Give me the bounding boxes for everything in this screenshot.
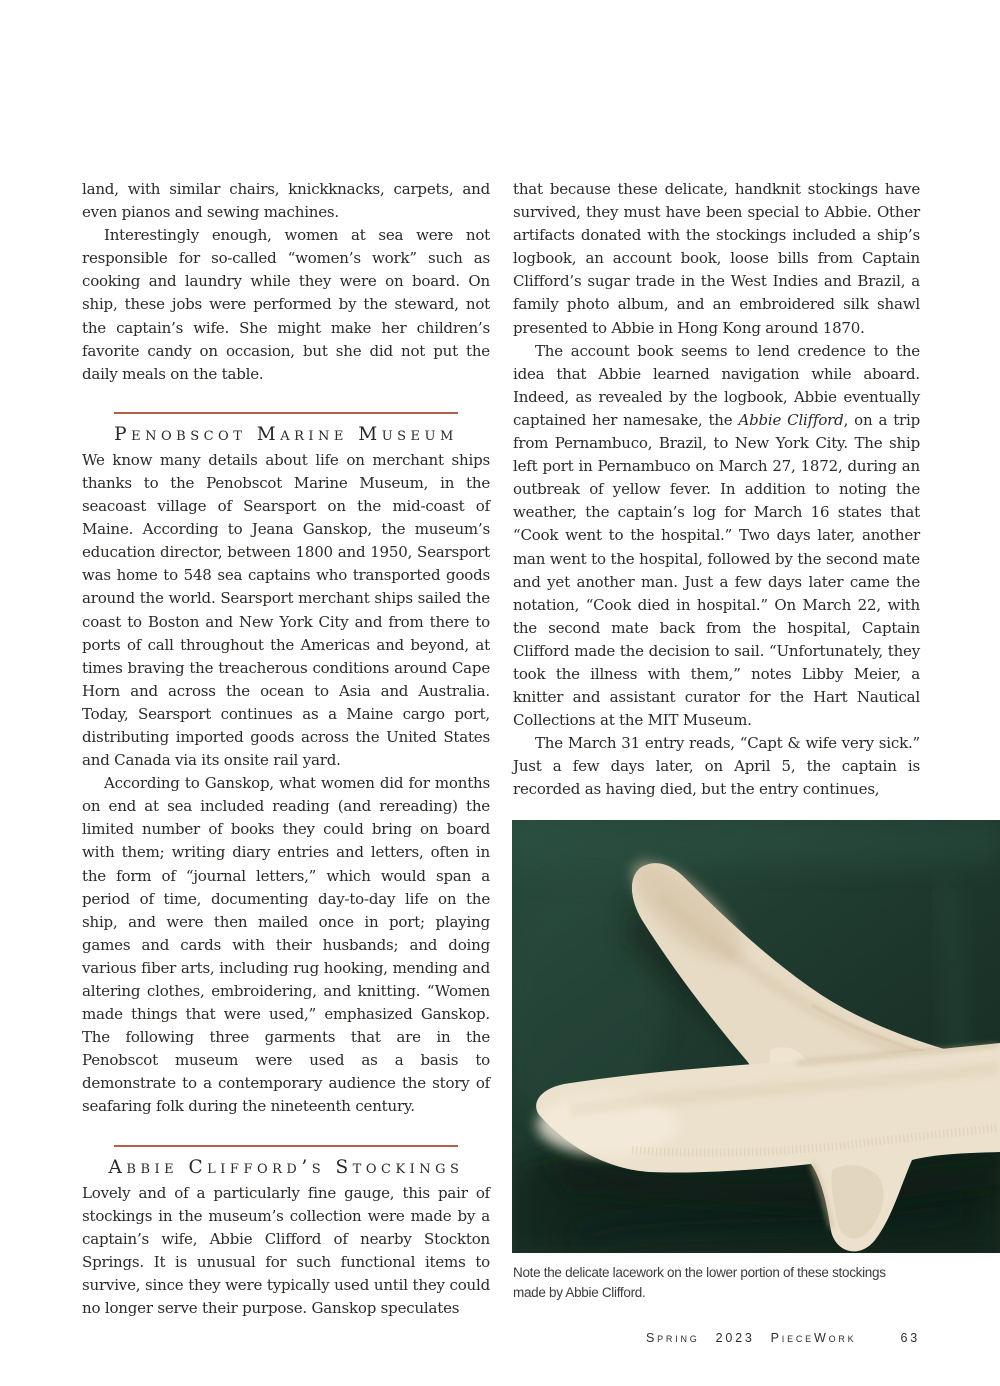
body-paragraph: According to Ganskop, what women did for months on end at sea included reading (and rereading) the limited number of books they could bring on board with them; writing diary entries and letters, often in the form of “journal letters,” which would span a period of time, documenting day-to-day life on the ship, and were then mailed once in port; playing games and cards with their husbands; and doing various fiber arts, including rug hooking, mending and altering clothes, embroidering, and knitting. “Women made things that were used,” emphasized Ganskop. The following three garments that are in the Penobscot museum were used as a basis to demonstrate to a contemporary audience the story of seafaring folk during the nineteenth century. xyxy=(82,774,490,1116)
ship-name-italic: Abbie Clifford xyxy=(738,410,844,429)
left-column xyxy=(82,178,490,1320)
body-paragraph: We know many details about life on merchant ships thanks to the Penobscot Marine Museum, in the seacoast village of Searsport on the mid-coast of Maine. According to Jeana Ganskop, the museum’s education director, between 1800 and 1950, Searsport was home to 548 sea captains who transported goods around the world. Searsport merchant ships sailed the coast to Boston and New York City and from there to ports of call throughout the Americas and beyond, at times braving the treacherous conditions around Cape Horn and across the ocean to Asia and Australia. Today, Searsport continues as a Maine cargo port, distributing imported goods across the United States and Canada via its onsite rail yard. xyxy=(82,450,490,770)
body-paragraph: Lovely and of a particularly fine gauge, this pair of stockings in the museum’s collection were made by a captain’s wife, Abbie Clifford of nearby Stockton Springs. It is unusual for such functional items to survive, since they were typically used until they could no longer serve their purpose. Ganskop speculates xyxy=(82,1183,490,1318)
page-footer xyxy=(513,1331,920,1345)
photo-caption: Note the delicate lacework on the lower portion of these stockings made by Abbie Clifford. xyxy=(513,1265,886,1300)
section-rule xyxy=(114,412,458,414)
section-heading-abbie-stockings: Abbie Clifford’s Stockings xyxy=(108,1156,464,1178)
body-paragraph: that because these delicate, handknit stockings have survived, they must have been special to Abbie. Other artifacts donated with the stockings included a ship’s logbook, an account book, loose bills from Captain Clifford’s sugar trade in the West Indies and Brazil, a family photo album, and an embroidered silk shawl presented to Abbie in Hong Kong around 1870. xyxy=(513,180,920,337)
stockings-photo-image xyxy=(512,820,1000,1253)
footer-season: Spring xyxy=(645,1331,700,1345)
paragraph-text: The account book seems to lend credence to the idea that Abbie learned navigation while aboard. Indeed, as revealed by the logbook, Abbie eventually captained her namesake, the xyxy=(513,341,920,429)
body-paragraph xyxy=(513,340,920,733)
body-paragraph: land, with similar chairs, knickknacks, carpets, and even pianos and sewing machines. xyxy=(82,180,490,222)
paragraph-text: , on a trip from Pernambuco, Brazil, to New York City. The ship left port in Pernambuco on March 27, 1872, during an outbreak of yellow fever. In addition to noting the weather, the captain’s log for March 16 states that “Cook went to the hospital.” Two days later, another man went to the hospital, followed by the second mate and yet another man. Just a few days later came the notation, “Cook died in hospital.” On March 22, with the second mate back from the hospital, Captain Clifford made the decision to sail. “Unfortunately, they took the illness with them,” notes Libby Meier, a knitter and assistant curator for the Hart Nautical Collections at the MIT Museum. xyxy=(513,410,920,730)
page-number: 63 xyxy=(900,1331,920,1345)
section-penobscot-header xyxy=(82,412,490,446)
body-paragraph: Interestingly enough, women at sea were not responsible for so-called “women’s work” such as cooking and laundry while they were on board. On ship, these jobs were performed by the steward, not the captain’s wife. She might make her children’s favorite candy on occasion, but she did not put the daily meals on the table. xyxy=(82,226,490,383)
stockings-photo xyxy=(512,820,1000,1253)
footer-magazine: PieceWork xyxy=(770,1331,857,1345)
section-rule xyxy=(114,1145,458,1147)
body-paragraph: The March 31 entry reads, “Capt & wife very sick.” Just a few days later, on April 5, the captain is recorded as having died, but the entry continues, xyxy=(513,734,920,799)
section-stockings-header xyxy=(82,1145,490,1179)
right-column xyxy=(513,178,920,802)
section-heading-penobscot: Penobscot Marine Museum xyxy=(114,423,458,445)
footer-year: 2023 xyxy=(715,1331,755,1345)
